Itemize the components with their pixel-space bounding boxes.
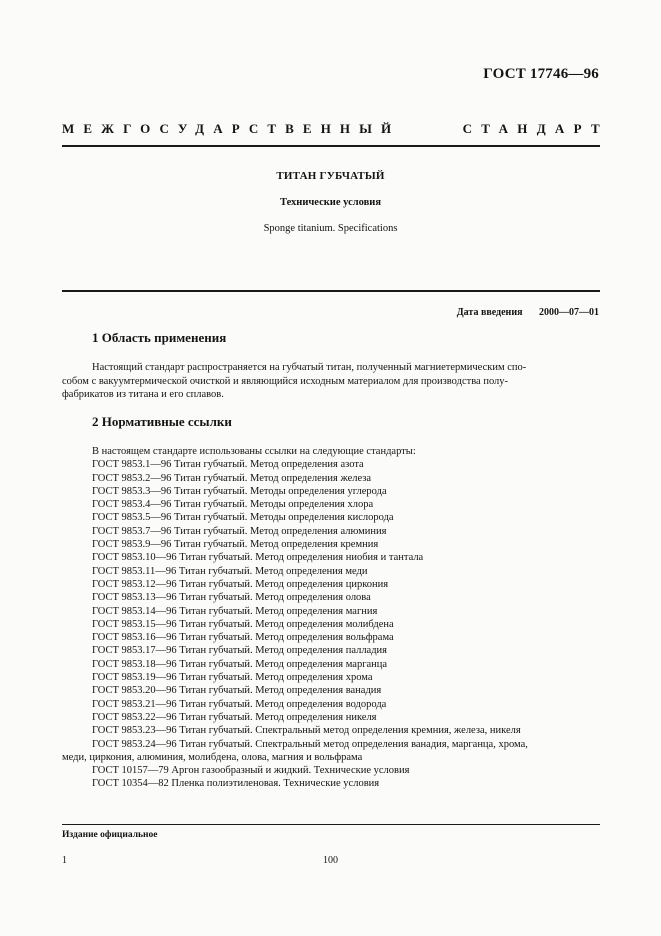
reference-item: ГОСТ 9853.22—96 Титан губчатый. Метод определения никеля	[92, 711, 377, 723]
edition-label: Издание официальное	[62, 830, 158, 840]
reference-item: ГОСТ 9853.12—96 Титан губчатый. Метод определения циркония	[92, 578, 389, 590]
introduction-date-label: Дата введения	[456, 307, 523, 318]
reference-item: ГОСТ 9853.23—96 Титан губчатый. Спектральный метод определения кремния, железа, никеля	[92, 725, 521, 737]
document-english-title: Sponge titanium. Specifications	[263, 223, 398, 234]
section1-heading: 1 Область применения	[92, 330, 227, 345]
reference-item: ГОСТ 9853.21—96 Титан губчатый. Метод определения водорода	[92, 698, 387, 710]
reference-item: ГОСТ 9853.11—96 Титан губчатый. Метод определения меди	[92, 565, 368, 577]
reference-item-continuation: меди, циркония, алюминия, молибдена, олова, магния и вольфрама	[62, 751, 363, 763]
gost-number: ГОСТ 17746—96	[483, 66, 599, 82]
reference-item: ГОСТ 9853.14—96 Титан губчатый. Метод определения магния	[92, 605, 378, 617]
reference-item: ГОСТ 9853.1—96 Титан губчатый. Метод определения азота	[92, 459, 364, 471]
banner-word-standard: СТАНДАРТ	[462, 121, 609, 136]
reference-item: ГОСТ 9853.18—96 Титан губчатый. Метод определения марганца	[92, 658, 388, 670]
reference-item: ГОСТ 10354—82 Пленка полиэтиленовая. Технические условия	[92, 778, 380, 790]
reference-item: ГОСТ 9853.4—96 Титан губчатый. Методы определения хлора	[92, 499, 374, 511]
section1-body	[62, 361, 600, 402]
footer-divider	[62, 824, 600, 825]
banner-word-interstate: МЕЖГОСУДАРСТВЕННЫЙ	[62, 121, 401, 136]
reference-item: ГОСТ 9853.10—96 Титан губчатый. Метод определения ниобия и тантала	[92, 552, 424, 564]
standard-banner	[62, 121, 609, 137]
title-divider	[62, 290, 600, 292]
reference-item: ГОСТ 10157—79 Аргон газообразный и жидкий. Технические условия	[92, 765, 410, 777]
section1-line: Настоящий стандарт распространяется на губчатый титан, полученный магниетермическим спо-	[92, 362, 527, 373]
section2-heading: 2 Нормативные ссылки	[92, 414, 232, 429]
introduction-date-value: 2000—07—01	[539, 307, 599, 318]
normative-references-list	[62, 445, 607, 791]
reference-item: ГОСТ 9853.9—96 Титан губчатый. Метод определения кремния	[92, 539, 379, 551]
reference-item: ГОСТ 9853.13—96 Титан губчатый. Метод определения олова	[92, 592, 371, 604]
references-intro: В настоящем стандарте использованы ссылки на следующие стандарты:	[92, 446, 416, 457]
document-title: ТИТАН ГУБЧАТЫЙ	[276, 170, 385, 182]
reference-item: ГОСТ 9853.7—96 Титан губчатый. Метод определения алюминия	[92, 525, 387, 537]
page-number: 100	[323, 855, 338, 866]
reference-item: ГОСТ 9853.20—96 Титан губчатый. Метод определения ванадия	[92, 685, 382, 697]
reference-item: ГОСТ 9853.5—96 Титан губчатый. Методы определения кислорода	[92, 512, 394, 524]
top-divider	[62, 145, 600, 147]
page-marker-left: 1	[62, 855, 67, 866]
section1-line: собом с вакуумтермической очисткой и являющийся исходным материалом для производства полу-	[62, 375, 509, 387]
reference-item: ГОСТ 9853.15—96 Титан губчатый. Метод определения молибдена	[92, 618, 394, 630]
reference-item: ГОСТ 9853.3—96 Титан губчатый. Методы определения углерода	[92, 485, 387, 497]
document-subtitle: Технические условия	[279, 197, 382, 208]
reference-item: ГОСТ 9853.19—96 Титан губчатый. Метод определения хрома	[92, 672, 373, 684]
reference-item: ГОСТ 9853.17—96 Титан губчатый. Метод определения палладия	[92, 645, 388, 657]
section1-line: фабрикатов из титана и его сплавов.	[62, 389, 224, 400]
introduction-date	[457, 307, 599, 318]
reference-item: ГОСТ 9853.2—96 Титан губчатый. Метод определения железа	[92, 472, 372, 484]
reference-item: ГОСТ 9853.16—96 Титан губчатый. Метод определения вольфрама	[92, 632, 394, 644]
reference-item: ГОСТ 9853.24—96 Титан губчатый. Спектральный метод определения ванадия, марганца, хрома,	[92, 738, 528, 750]
